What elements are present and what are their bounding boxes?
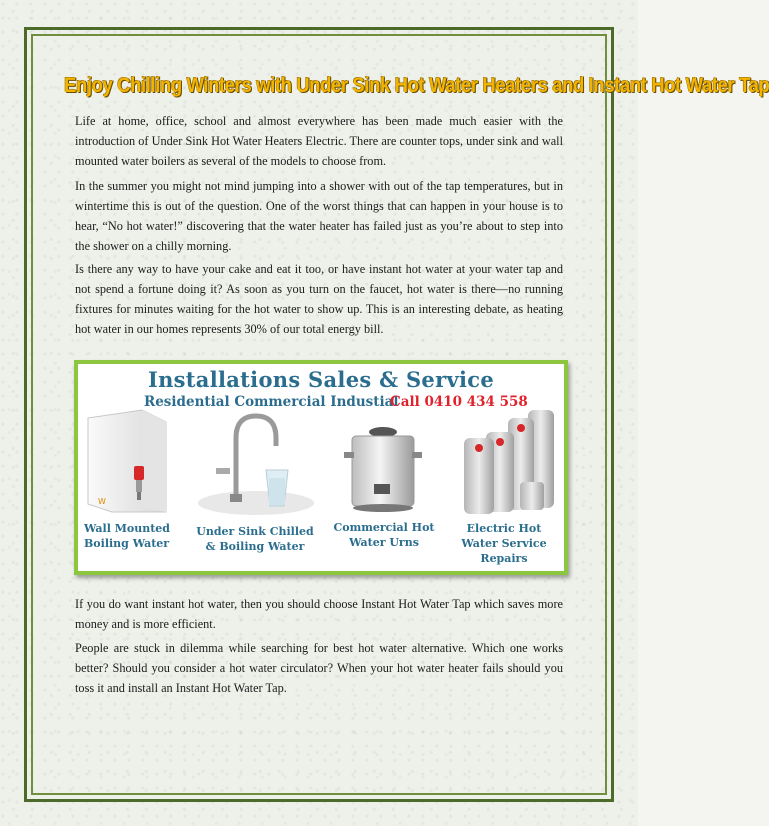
product-label-urns: Commercial Hot Water Urns — [333, 521, 435, 549]
tap-icon — [196, 408, 316, 518]
installations-ad-banner — [74, 360, 568, 575]
paragraph-summer: In the summer you might not mind jumping into a shower with out of the tap temperatures, but in wintertime this is out of the question. One of the worst things that can happen in your house is to hear, “No hot water!” discovering that the water heater has failed just as you’re about to step into the shower on a chilly morning. — [75, 179, 563, 253]
urn-icon — [340, 424, 426, 516]
ad-subheading: Residential Commercial Industial — [144, 394, 399, 410]
page-title: Enjoy Chilling Winters with Under Sink Hot Water Heaters and Instant Hot Water Tap — [64, 72, 769, 97]
paragraph-cake: Is there any way to have your cake and eat it too, or have instant hot water at your water tap and not spend a fortune doing it? As soon as you turn on the faucet, hot water is there—no running fixtures for minutes waiting for the hot water to show up. This is an interesting debate, as heating hot water in our homes represents 30% of our total energy bill. — [75, 262, 563, 336]
product-label-under-sink: Under Sink Chilled & Boiling Water — [196, 525, 314, 553]
paragraph-intro: Life at home, office, school and almost everywhere has been made much easier with the introduction of Under Sink Hot Water Heaters Electric. There are counter tops, under sink and wall mounted water boilers as several of the models to choose from. — [75, 114, 563, 168]
svg-text:W: W — [98, 497, 106, 506]
paragraph-recommendation: If you do want instant hot water, then you should choose Instant Hot Water Tap which saves more money and is more efficient. — [75, 597, 563, 631]
product-label-wall-mounted: Wall Mounted Boiling Water — [84, 522, 170, 550]
ad-heading: Installations Sales & Service — [147, 367, 494, 392]
ad-phone-number: Call 0410 434 558 — [390, 394, 528, 410]
paragraph-dilemma: People are stuck in dilemma while searching for best hot water alternative. Which one works better? Should you consider a hot water circulator? When your hot water heater fails should you toss it and install an Instant Hot Water Tap. — [75, 641, 563, 695]
product-label-repairs: Electric Hot Water Service Repairs — [461, 522, 547, 565]
water-heater-tanks-icon — [458, 406, 560, 518]
wall-boiler-icon — [82, 408, 174, 516]
